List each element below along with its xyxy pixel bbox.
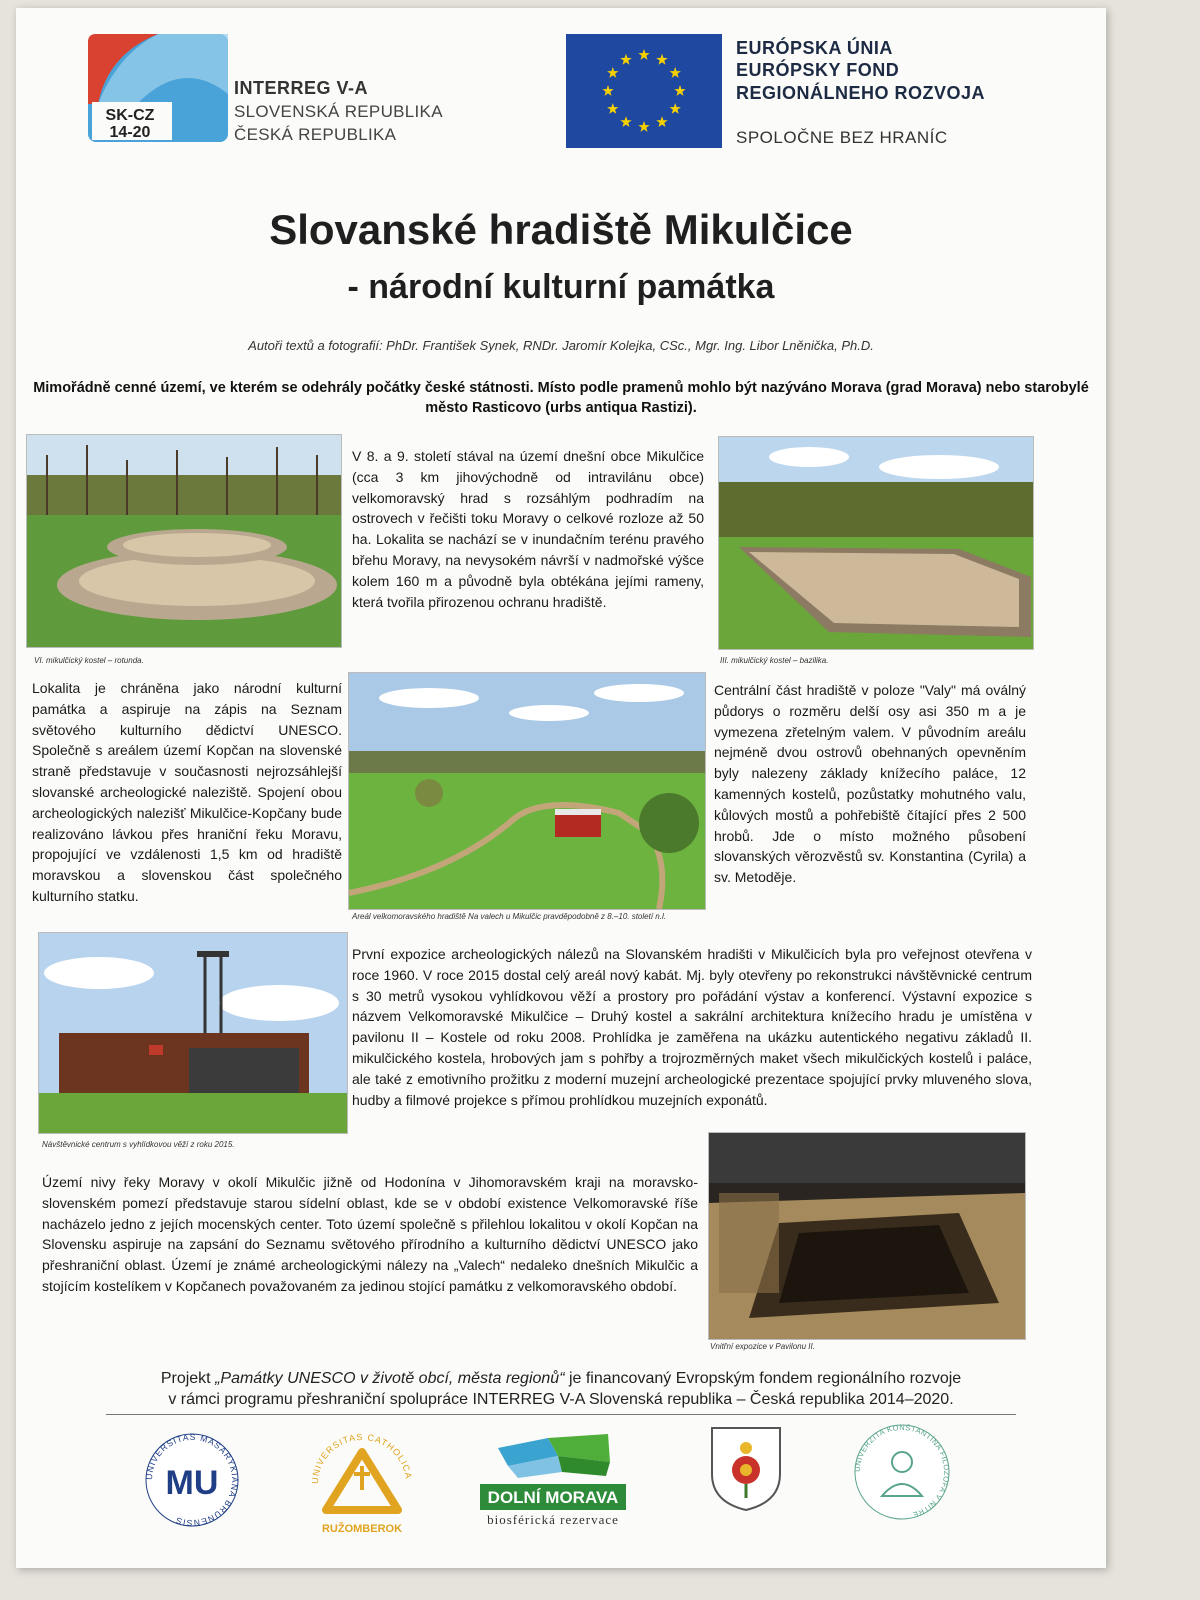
page-subtitle: - národní kulturní památka <box>347 268 775 306</box>
page-title: Slovanské hradiště Mikulčice <box>269 206 853 253</box>
caption-areal: Areál velkomoravského hradiště Na valech u Mikulčic pravděpodobně z 8.–10. století n.l. <box>352 912 666 921</box>
muni-logo <box>144 1432 240 1528</box>
dm-name: DOLNÍ MORAVA <box>487 1488 619 1507</box>
footer-line1-pre: Projekt <box>160 1370 216 1387</box>
paragraph-5: Území nivy řeky Moravy v okolí Mikulčic jižně od Hodonína v Jihomoravském kraji na moravsko-slovenském pomezí představuje starou sídelní oblast, kde se v období existence Velkomoravské říše nacházelo jedno z jejích mocenských center. Toto území společně s přilehlou lokalitou v okolí Kopčan na Slovensku aspiruje na zapsání do Seznamu světového přírodního a kulturního dědictví UNESCO jako přeshraniční oblast. Území je známé archeologickými nálezy na „Valech“ nedaleko dnešních Mikulčic a stojícím kostelíkem v Kopčanech považovaném za jedinou stojící památku z velkomoravského období. <box>42 1174 698 1294</box>
poster <box>16 8 1106 1568</box>
footer-line1-post: je financovaný Evropským fondem regionálního rozvoje <box>564 1370 962 1387</box>
ukf-logo <box>852 1422 952 1522</box>
footer-text <box>16 1368 1106 1410</box>
muni-letters: MU <box>165 1464 219 1502</box>
muni-ring-text: UNIVERSITAS MASARYKIANA BRUNENSIS <box>144 1432 240 1528</box>
ku-logo <box>308 1430 416 1538</box>
dm-sub: biosférická rezervace <box>487 1512 619 1527</box>
eu-line-1: EURÓPSKA ÚNIA <box>736 38 893 58</box>
interreg-badge-bottom: 14-20 <box>109 124 151 141</box>
footer-line2: v rámci programu přeshraniční spolupráce INTERREG V-A Slovenská republika – Česká republika 2014–2020. <box>168 1391 954 1408</box>
photo-rotunda <box>26 434 342 648</box>
caption-bazilika: III. mikulčický kostel – bazilika. <box>720 656 829 665</box>
eu-tagline: SPOLOČNE BEZ HRANÍC <box>736 128 948 147</box>
intro-text: Mimořádně cenné území, ve kterém se odehrály počátky české státnosti. Místo podle pramenů mohlo být nazýváno Morava (grad Morava) nebo starobylé město Rasticovo (urbs antiqua Rastizi). <box>33 380 1089 416</box>
ku-city: RUŽOMBEROK <box>321 1523 403 1535</box>
coat-of-arms-icon <box>706 1424 786 1512</box>
authors-line: Autoři textů a fotografií: PhDr. František Synek, RNDr. Jaromír Kolejka, CSc., Mgr. Ing. Libor Lněnička, Ph.D. <box>248 338 874 353</box>
ukf-ring-text: UNIVERZITA KONŠTANTÍNA FILOZOFA V NITRE <box>852 1422 952 1520</box>
paragraph-3: Centrální část hradiště v poloze "Valy" má oválný půdorys o rozměru delší osy asi 350 m a je vymezena zřetelným valem. V původním areálu nejméně dvou ostrovů obehnaných opevněním byly nalezeny základy knížecího paláce, 12 kamenných kostelů, pozůstatky mohutného valu, kůlových mostů a pohřebiště čítající přes 2 500 hrobů. Jde o místo možného působení slovanských věrozvěstů sv. Konstantina (Cyrila) a sv. Metoděje. <box>714 682 1026 886</box>
caption-centrum: Návštěvnické centrum s vyhlídkovou věží z roku 2015. <box>42 1140 235 1149</box>
interreg-badge-top: SK-CZ <box>105 107 155 124</box>
photo-centrum <box>38 932 348 1134</box>
paragraph-1: V 8. a 9. století stával na území dnešní obce Mikulčice (cca 3 km jihovýchodně od intravilánu obce) velkomoravský hrad s rozsáhlým podhradím na ostrovech v řečišti toku Moravy o celkové rozloze až 50 ha. Lokalita se nachází se v inundačním terénu pravého břehu Moravy, na nevysokém návrší v nadmořské výšce kolem 160 m a původně byla obtékána jejími rameny, která tvořila přirozenou ochranu hradiště. <box>352 448 704 610</box>
footer-divider <box>106 1414 1016 1415</box>
photo-expozice <box>708 1132 1026 1340</box>
eu-line-3: REGIONÁLNEHO ROZVOJA <box>736 83 986 103</box>
interreg-country-2: ČESKÁ REPUBLIKA <box>234 125 397 144</box>
interreg-title: INTERREG V-A <box>234 78 369 98</box>
footer-project-name: „Památky UNESCO v životě obcí, města regionů“ <box>215 1370 565 1387</box>
photo-areal <box>348 672 706 910</box>
eu-line-2: EURÓPSKY FOND <box>736 60 900 80</box>
photo-bazilika <box>718 436 1034 650</box>
dolni-morava-logo <box>478 1428 628 1528</box>
eu-flag-icon <box>566 34 722 148</box>
interreg-country-1: SLOVENSKÁ REPUBLIKA <box>234 102 443 121</box>
caption-expozice: Vnitřní expozice v Pavilonu II. <box>710 1342 815 1351</box>
paragraph-2: Lokalita je chráněna jako národní kulturní památka a aspiruje na zápis na Seznam světového kulturního dědictví UNESCO. Společně s areálem území Kopčan na slovenské straně představuje v současnosti nejrozsáhlejší slovanské archeologické naleziště. Spojení obou archeologických nalezišť Mikulčice-Kopčany bude realizováno lávkou přes hraniční řeku Moravu, propojující ve vzdálenosti 1,5 km od hradiště moravskou a slovenskou část společného kulturního statku. <box>32 680 342 904</box>
interreg-logo <box>88 34 228 142</box>
paragraph-4: První expozice archeologických nálezů na Slovanském hradišti v Mikulčicích byla pro veřejnost otevřena v roce 1960. V roce 2015 dostal celý areál nový kabát. Mj. byly otevřeny po rekonstrukci návštěvnické centrum s 30 metrů vysokou vyhlídkovou věží a prostory pro pořádání výstav a konferencí. Výstavní expozice s názvem Velkomoravské Mikulčice – Druhý kostel a sakrální architektura knížecího hradu je umístěna v pavilonu II – Kostele od roku 2008. Prohlídka je zaměřena na ukázku autentického negativu základů II. mikulčického kostela, hrobových jam s pohřby a trojrozměrných maket všech mikulčických kostelů i paláce, ale také z emotivního prožitku z moderní muzejní archeologické prezentace spojující prvky mluveného slova, hudby a filmové projekce s přímou prohlídkou muzejních exponátů. <box>352 946 1032 1108</box>
caption-rotunda: VI. mikulčický kostel – rotunda. <box>34 656 144 665</box>
ku-ring-text: UNIVERSITAS CATHOLICA <box>309 1431 414 1485</box>
